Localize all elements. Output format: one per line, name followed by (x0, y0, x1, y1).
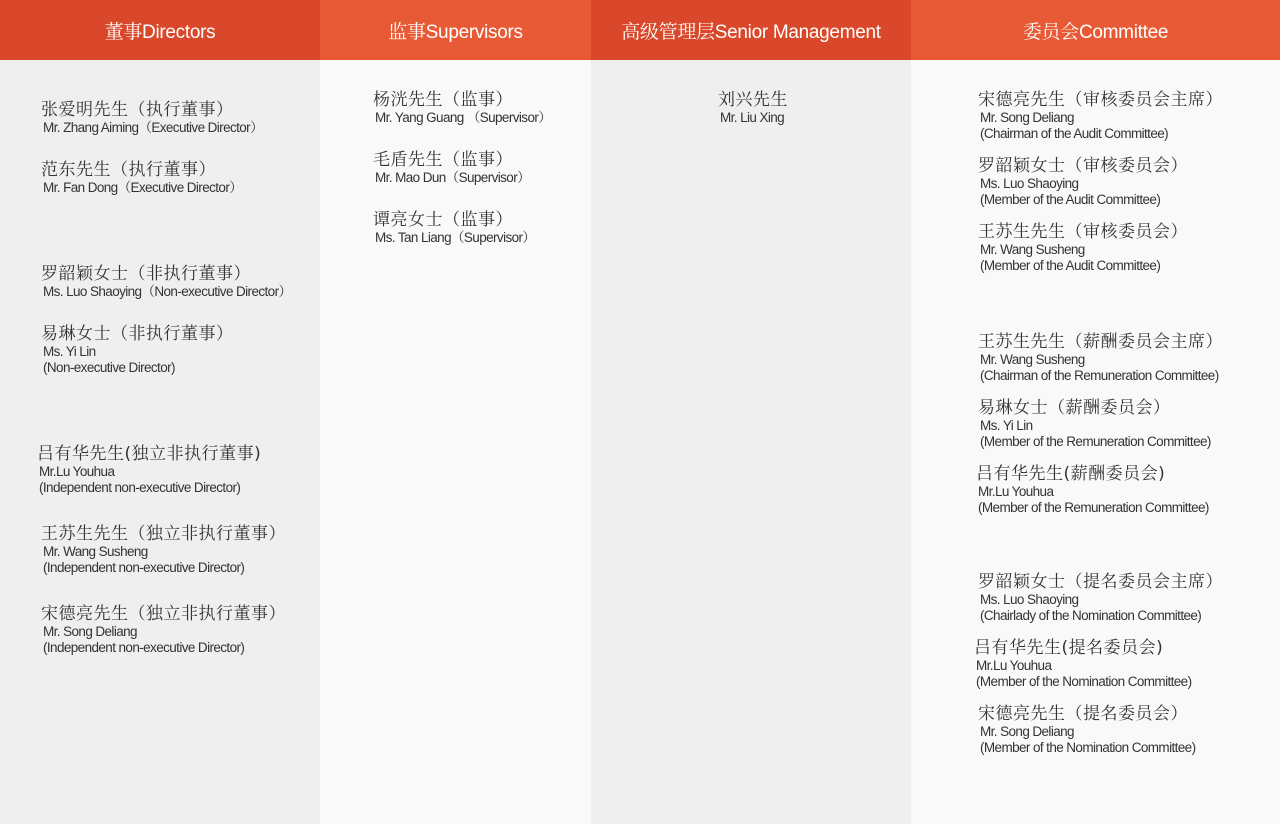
name-en: Ms. Tan Liang（Supervisor） (375, 230, 536, 245)
name-en: Mr. Wang Susheng (43, 544, 148, 559)
committee-entry (976, 464, 1209, 516)
committee-entry (978, 90, 1223, 142)
senior-management-column (591, 0, 911, 824)
role-en: (Member of the Remuneration Committee) (978, 500, 1209, 515)
supervisor-entry (373, 90, 551, 126)
name-en: Mr.Lu Youhua (976, 658, 1052, 673)
committee-entry (978, 572, 1223, 624)
directors-header: 董事Directors (0, 0, 320, 60)
name-en: Mr.Lu Youhua (978, 484, 1054, 499)
name-zh: 宋德亮先生（提名委员会） (978, 704, 1188, 724)
committee-column (911, 0, 1280, 824)
name-zh: 刘兴先生 (718, 90, 788, 110)
name-zh: 张爱明先生（执行董事） (41, 100, 234, 120)
name-zh: 范东先生（执行董事） (41, 160, 216, 180)
name-en: Mr. Song Deliang (43, 624, 137, 639)
name-zh: 杨洸先生（监事） (373, 90, 513, 110)
supervisor-entry (373, 150, 530, 186)
committee-entry (974, 638, 1191, 690)
name-zh: 谭亮女士（监事） (373, 210, 513, 230)
director-entry (41, 524, 286, 576)
role-en: (Chairman of the Remuneration Committee) (980, 368, 1219, 383)
role-en: (Independent non-executive Director) (39, 480, 241, 495)
name-zh: 易琳女士（非执行董事） (41, 324, 234, 344)
role-en: (Member of the Nomination Committee) (980, 740, 1196, 755)
name-zh: 吕有华先生(独立非执行董事) (37, 444, 262, 464)
role-en: (Member of the Nomination Committee) (976, 674, 1192, 689)
name-zh: 吕有华先生(提名委员会) (974, 638, 1164, 658)
supervisor-entry (373, 210, 535, 246)
role-en: (Independent non-executive Director) (43, 640, 245, 655)
manager-entry (718, 90, 788, 126)
committee-entry (978, 332, 1223, 384)
committee-entry (978, 156, 1188, 208)
name-en: Mr. Zhang Aiming（Executive Director） (43, 120, 263, 135)
name-zh: 宋德亮先生（审核委员会主席） (978, 90, 1223, 110)
name-zh: 罗韶颖女士（非执行董事） (41, 264, 251, 284)
supervisors-column (320, 0, 591, 824)
committee-entry (978, 398, 1211, 450)
committee-entry (978, 222, 1188, 274)
name-zh: 罗韶颖女士（提名委员会主席） (978, 572, 1223, 592)
role-en: (Independent non-executive Director) (43, 560, 245, 575)
name-en: Mr. Song Deliang (980, 724, 1074, 739)
name-en: Mr.Lu Youhua (39, 464, 115, 479)
senior-management-header: 高级管理层Senior Management (591, 0, 911, 60)
name-zh: 王苏生先生（独立非执行董事） (41, 524, 286, 544)
director-entry (41, 604, 286, 656)
director-entry (41, 324, 234, 376)
name-zh: 毛盾先生（监事） (373, 150, 513, 170)
supervisors-header: 监事Supervisors (320, 0, 591, 60)
name-en: Ms. Yi Lin (43, 344, 96, 359)
name-en: Mr. Yang Guang （Supervisor） (375, 110, 552, 125)
role-en: (Chairman of the Audit Committee) (980, 126, 1169, 141)
name-zh: 王苏生先生（审核委员会） (978, 222, 1188, 242)
name-en: Mr. Song Deliang (980, 110, 1074, 125)
director-entry (41, 100, 263, 136)
director-entry (41, 160, 242, 196)
role-en: (Member of the Audit Committee) (980, 192, 1161, 207)
role-en: (Chairlady of the Nomination Committee) (980, 608, 1202, 623)
name-zh: 吕有华先生(薪酬委员会) (976, 464, 1166, 484)
name-en: Mr. Mao Dun（Supervisor） (375, 170, 531, 185)
name-zh: 王苏生先生（薪酬委员会主席） (978, 332, 1223, 352)
name-zh: 宋德亮先生（独立非执行董事） (41, 604, 286, 624)
role-en: (Member of the Remuneration Committee) (980, 434, 1211, 449)
name-en: Ms. Luo Shaoying (980, 592, 1079, 607)
name-en: Ms. Luo Shaoying（Non-executive Director） (43, 284, 292, 299)
name-zh: 易琳女士（薪酬委员会） (978, 398, 1171, 418)
role-en: (Non-executive Director) (43, 360, 175, 375)
name-en: Mr. Wang Susheng (980, 352, 1085, 367)
director-entry (37, 444, 261, 496)
role-en: (Member of the Audit Committee) (980, 258, 1161, 273)
director-entry (41, 264, 291, 300)
name-en: Mr. Fan Dong（Executive Director） (43, 180, 243, 195)
name-en: Mr. Liu Xing (720, 110, 785, 125)
committee-entry (978, 704, 1195, 756)
name-zh: 罗韶颖女士（审核委员会） (978, 156, 1188, 176)
committee-header: 委员会Committee (911, 0, 1280, 60)
name-en: Ms. Yi Lin (980, 418, 1033, 433)
directors-column (0, 0, 320, 824)
name-en: Ms. Luo Shaoying (980, 176, 1079, 191)
name-en: Mr. Wang Susheng (980, 242, 1085, 257)
